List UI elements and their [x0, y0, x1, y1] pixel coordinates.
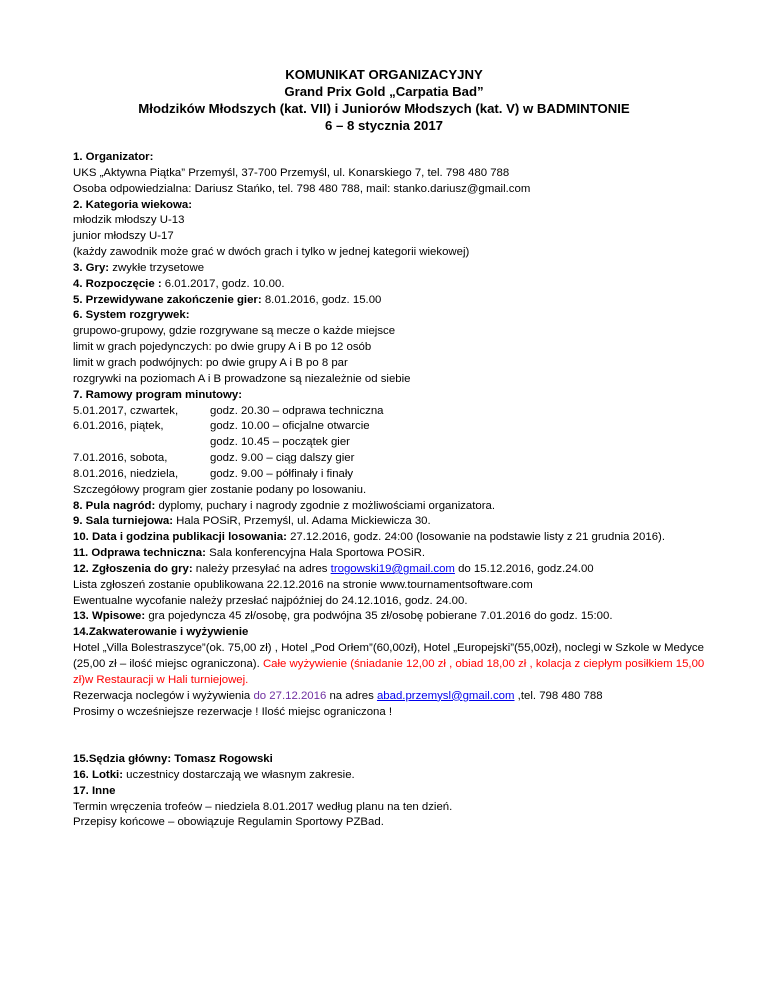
- schedule-row: 7.01.2016, sobota, godz. 9.00 – ciąg dalszy gier: [73, 452, 355, 465]
- entries-withdrawal-line: Ewentualne wycofanie należy przesłać najpóźniej do 24.12.1016, godz. 24.00.: [73, 594, 468, 607]
- section-15-referee: 15.Sędzia główny: Tomasz Rogowski: [73, 753, 273, 766]
- section-11-briefing: 11. Odprawa techniczna: Sala konferencyjna Hala Sportowa POSiR.: [73, 547, 426, 560]
- title-line-3: Młodzików Młodszych (kat. VII) i Juniorów Młodszych (kat. V) w BADMINTONIE: [138, 101, 630, 116]
- contact-person-line: Osoba odpowiedzialna: Dariusz Stańko, tel. 798 480 788, mail: stanko.dariusz@gmail.com: [73, 182, 531, 195]
- meals-info: Całe wyżywienie (śniadanie 12,00 zł , obiad 18,00 zł , kolacja z ciepłym posiłkiem 15,00 zł)w Restauracji w Hali turniejowej.: [73, 658, 705, 686]
- section-9-venue: 9. Sala turniejowa: Hala POSiR, Przemyśl, ul. Adama Mickiewicza 30.: [73, 515, 431, 528]
- section-17-heading: 17. Inne: [73, 784, 116, 797]
- spacer: [73, 720, 713, 752]
- other-line-2: Przepisy końcowe – obowiązuje Regulamin Sportowy PZBad.: [73, 816, 384, 829]
- section-6-heading: 6. System rozgrywek:: [73, 309, 190, 322]
- section-13-fee: 13. Wpisowe: gra pojedyncza 45 zł/osobę, gra podwójna 35 zł/osobę pobierane 7.01.2016 do godz. 15:00.: [73, 610, 613, 623]
- schedule-row: 6.01.2016, piątek, godz. 10.00 – oficjalne otwarcie: [73, 420, 370, 433]
- system-line-2: limit w grach pojedynczych: po dwie grupy A i B po 12 osób: [73, 341, 372, 354]
- title-line-1: KOMUNIKAT ORGANIZACYJNY: [285, 67, 483, 82]
- system-line-3: limit w grach podwójnych: po dwie grupy A i B po 8 par: [73, 356, 348, 369]
- section-16-shuttles: 16. Lotki: uczestnicy dostarczają we własnym zakresie.: [73, 768, 355, 781]
- section-8-prizes: 8. Pula nagród: dyplomy, puchary i nagrody zgodnie z możliwościami organizatora.: [73, 499, 496, 512]
- category-u13: młodzik młodszy U-13: [73, 214, 185, 227]
- category-u17: junior młodszy U-17: [73, 230, 174, 243]
- section-3-games: 3. Gry: zwykłe trzysetowe: [73, 261, 205, 274]
- entries-list-line: Lista zgłoszeń zostanie opublikowana 22.12.2016 na stronie www.tournamentsoftware.com: [73, 578, 533, 591]
- other-line-1: Termin wręczenia trofeów – niedziela 8.01.2017 według planu na ten dzień.: [73, 800, 453, 813]
- schedule-row: 5.01.2017, czwartek, godz. 20.30 – odprawa techniczna: [73, 404, 384, 417]
- section-2-heading: 2. Kategoria wiekowa:: [73, 198, 193, 211]
- reservation-note: Prosimy o wcześniejsze rezerwacje ! Ilość miejsc ograniczona !: [73, 705, 393, 718]
- section-1-heading: 1. Organizator:: [73, 151, 154, 163]
- accommodation-paragraph: Hotel „Villa Bolestraszyce”(ok. 75,00 zł) , Hotel „Pod Orłem”(60,00zł), Hotel „Europejski”(55,00zł), noclegi w Szkole w Medyce (25,00 zł – ilość miejsc ograniczona). Całe wyżywienie (śniadanie 12,00 zł , obiad 18,00 zł , kolacja z ciepłym posiłkiem 15,00 zł)w Restauracji w Hali turniejowej.: [73, 642, 705, 686]
- section-5-end: 5. Przewidywane zakończenie gier: 8.01.2016, godz. 15.00: [73, 293, 382, 306]
- document-title: [0, 66, 768, 134]
- section-4-start: 4. Rozpoczęcie : 6.01.2017, godz. 10.00.: [73, 277, 285, 290]
- section-10-draw: 10. Data i godzina publikacji losowania: 27.12.2016, godz. 24:00 (losowanie na podstawie listy z 21 grudnia 2016).: [73, 531, 665, 544]
- system-line-4: rozgrywki na poziomach A i B prowadzone są niezależnie od siebie: [73, 372, 411, 385]
- schedule-row: godz. 10.45 – początek gier: [210, 436, 350, 449]
- reservation-line: Rezerwacja noclegów i wyżywienia do 27.12.2016 na adres abad.przemysl@gmail.com ,tel. 798 480 788: [73, 689, 603, 702]
- section-12-entries: 12. Zgłoszenia do gry: należy przesyłać na adres trogowski19@gmail.com do 15.12.2016, godz.24.00: [73, 562, 594, 575]
- title-line-2: Grand Prix Gold „Carpatia Bad”: [284, 84, 484, 99]
- reservation-email-link[interactable]: abad.przemysl@gmail.com: [376, 689, 515, 702]
- organizer-line: UKS „Aktywna Piątka” Przemyśl, 37-700 Przemyśl, ul. Konarskiego 7, tel. 798 480 788: [73, 166, 510, 179]
- schedule-row: 8.01.2016, niedziela, godz. 9.00 – półfinały i finały: [73, 467, 354, 480]
- reservation-deadline: do 27.12.2016: [253, 689, 327, 702]
- section-7-heading: 7. Ramowy program minutowy:: [73, 388, 242, 401]
- schedule-note: Szczegółowy program gier zostanie podany po losowaniu.: [73, 483, 367, 496]
- category-note: (każdy zawodnik może grać w dwóch grach i tylko w jednej kategorii wiekowej): [73, 246, 470, 259]
- document-body: [73, 150, 713, 831]
- entries-email-link[interactable]: trogowski19@gmail.com: [330, 562, 455, 575]
- system-line-1: grupowo-grupowy, gdzie rozgrywane są mecze o każde miejsce: [73, 325, 396, 338]
- title-line-4: 6 – 8 stycznia 2017: [324, 118, 444, 133]
- section-14-heading: 14.Zakwaterowanie i wyżywienie: [73, 626, 249, 639]
